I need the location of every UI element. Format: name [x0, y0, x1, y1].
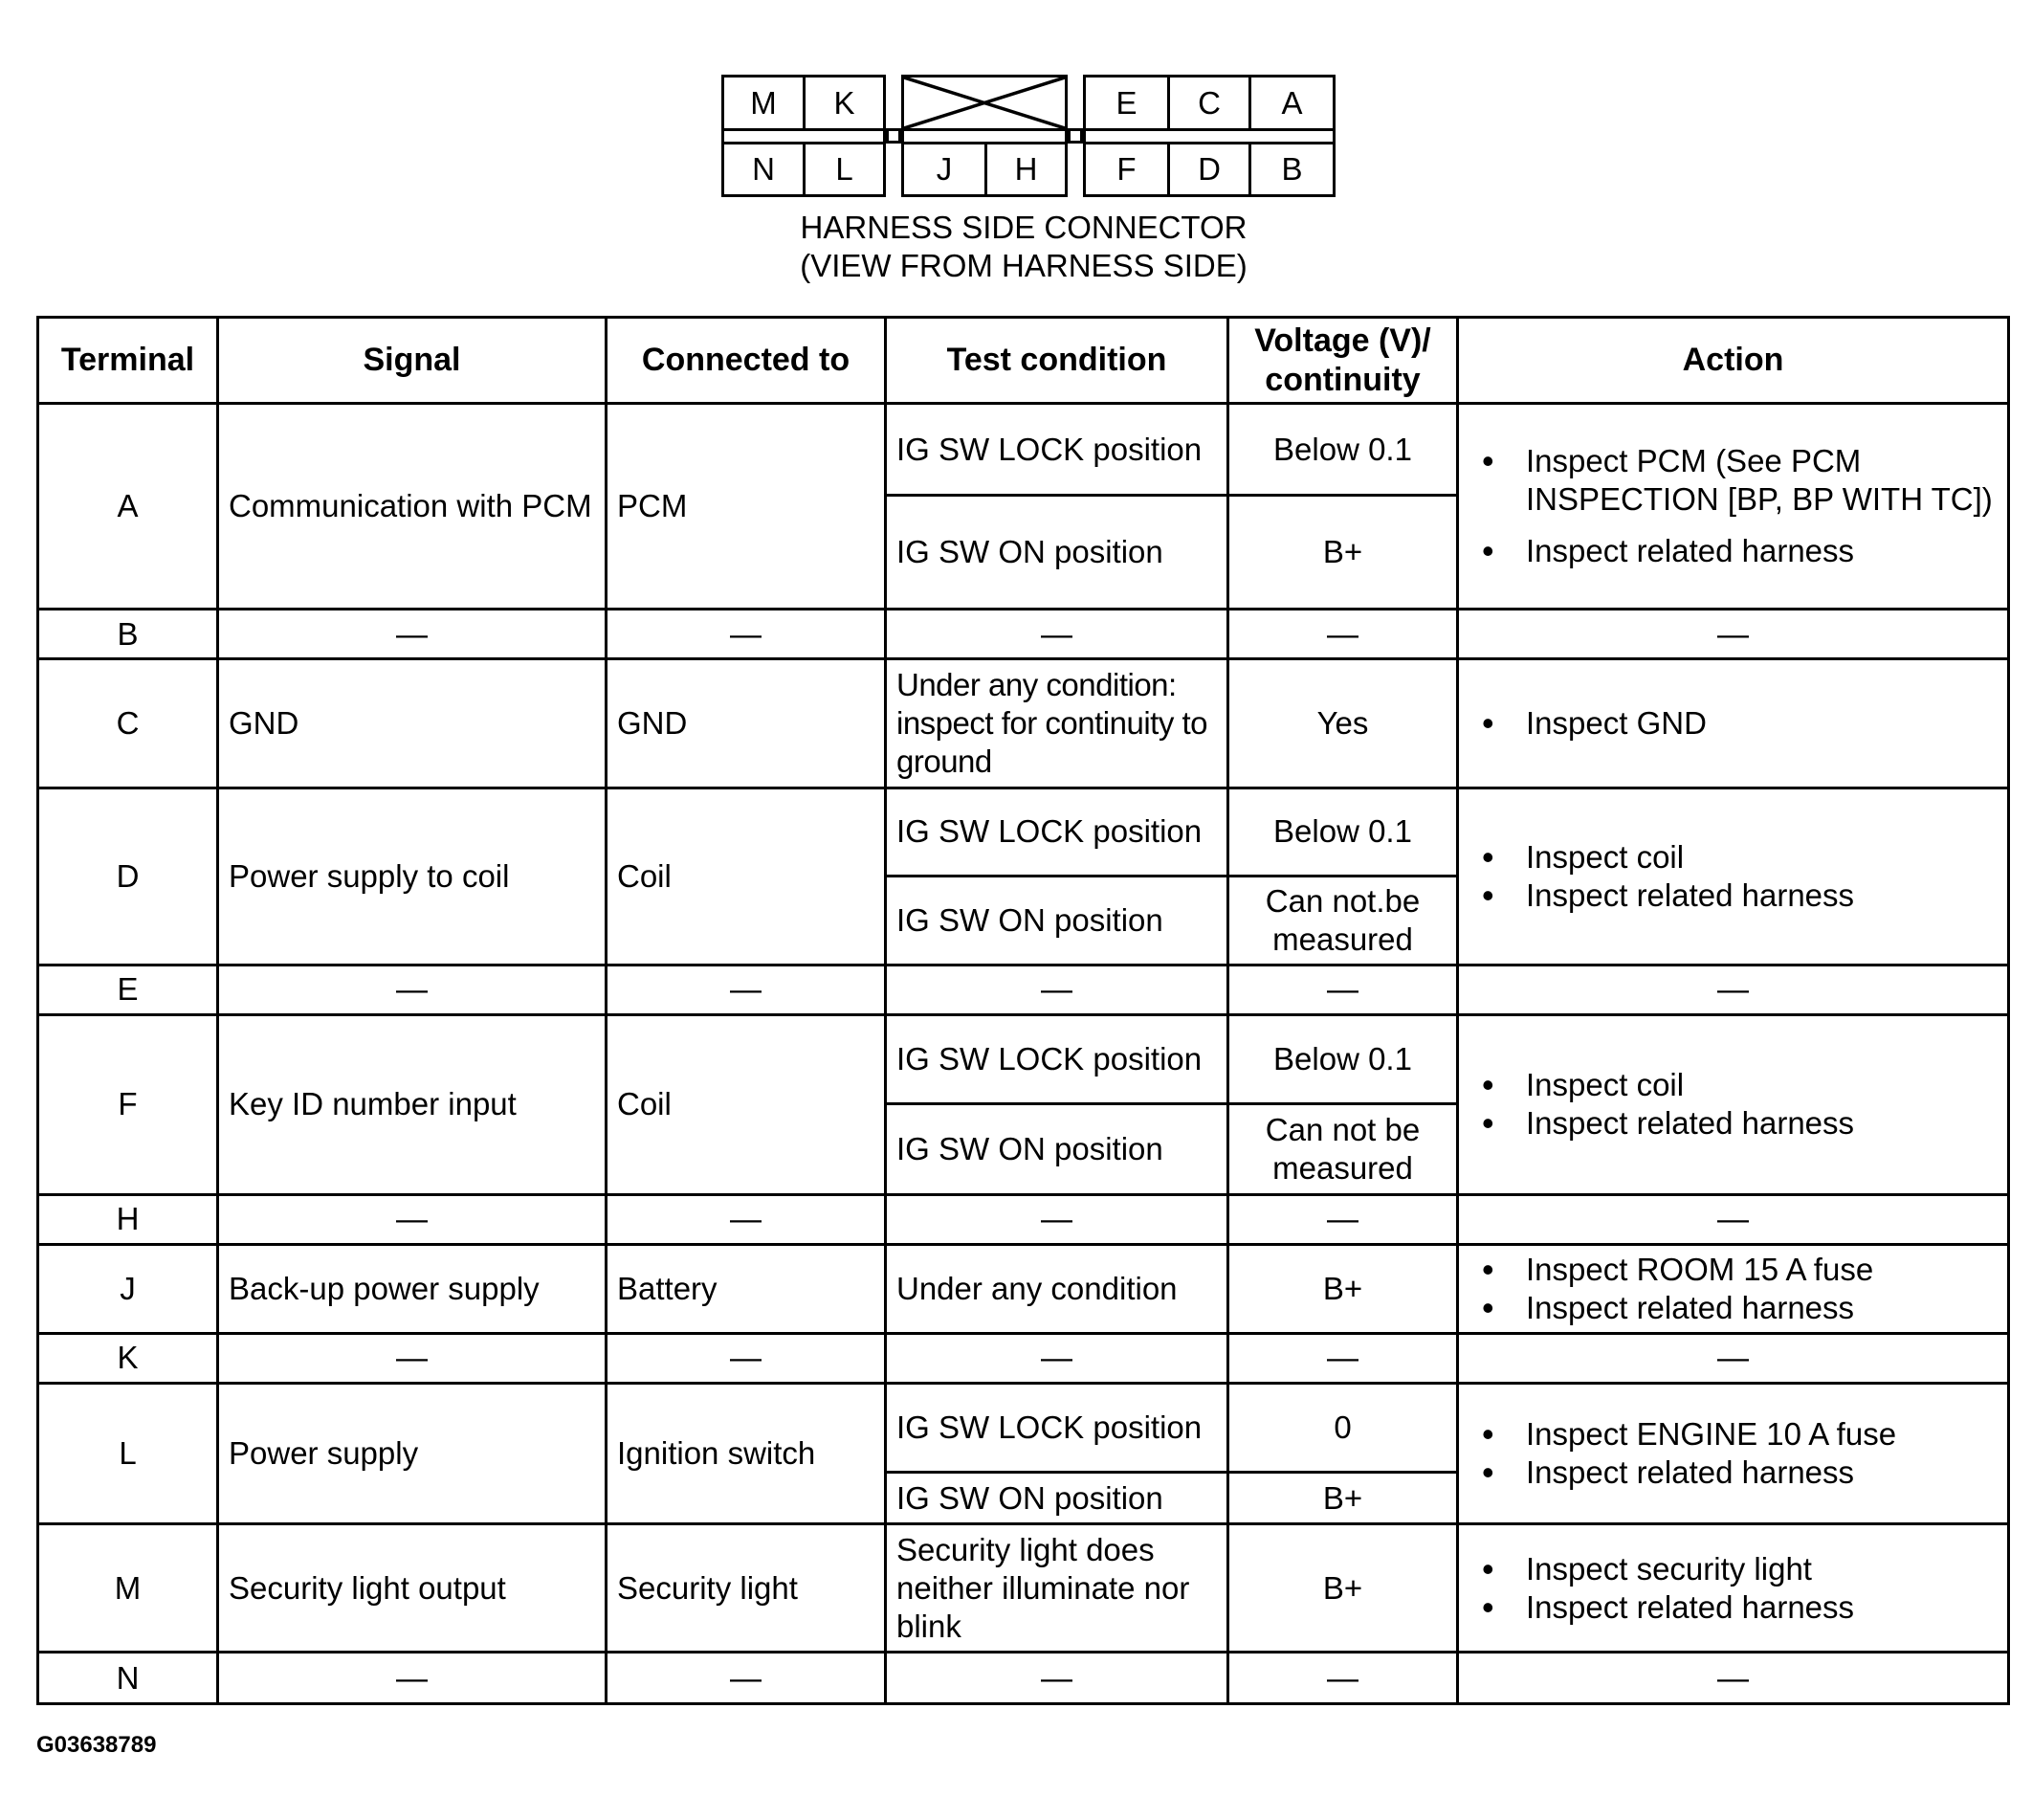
signal-cell: Security light output [218, 1524, 607, 1653]
test-condition-cell: IG SW ON position [886, 1104, 1228, 1194]
action-cell [1458, 659, 2009, 788]
table-row-d [38, 788, 2009, 876]
signal-cell: Communication with PCM [218, 404, 607, 610]
empty-cell: — [607, 1194, 886, 1244]
connected-to-cell: PCM [607, 404, 886, 610]
empty-cell: — [1458, 610, 2009, 659]
voltage-cell: Below 0.1 [1228, 404, 1458, 496]
action-item: • Inspect GND [1478, 704, 1998, 743]
terminal-cell: K [38, 1333, 218, 1383]
empty-cell: — [218, 965, 607, 1015]
empty-cell: — [886, 1333, 1228, 1383]
action-cell [1458, 788, 2009, 965]
empty-cell: — [886, 1653, 1228, 1704]
connected-to-cell: Coil [607, 788, 886, 965]
pin-b: B [1248, 142, 1336, 197]
table-row-e [38, 965, 2009, 1015]
action-cell [1458, 1524, 2009, 1653]
action-cell [1458, 404, 2009, 610]
table-row-n [38, 1653, 2009, 1704]
action-cell [1458, 1244, 2009, 1333]
terminal-cell: F [38, 1014, 218, 1194]
terminal-cell: D [38, 788, 218, 965]
signal-cell: GND [218, 659, 607, 788]
table-row-m [38, 1524, 2009, 1653]
test-condition-cell: Under any condition: inspect for continuity to ground [886, 659, 1228, 788]
terminal-cell: H [38, 1194, 218, 1244]
cross-out-icon [904, 78, 1065, 128]
empty-cell: — [886, 1194, 1228, 1244]
signal-cell: Power supply [218, 1383, 607, 1523]
table-header-row [38, 318, 2009, 404]
table-row-a [38, 404, 2009, 496]
empty-cell: — [1228, 610, 1458, 659]
voltage-cell: Below 0.1 [1228, 1014, 1458, 1103]
table-row-l [38, 1383, 2009, 1472]
voltage-cell: Can not be measured [1228, 1104, 1458, 1194]
terminal-cell: L [38, 1383, 218, 1523]
connected-to-cell: Battery [607, 1244, 886, 1333]
empty-cell: — [1458, 1653, 2009, 1704]
action-item: • Inspect related harness [1478, 532, 1998, 570]
empty-cell: — [1228, 1194, 1458, 1244]
voltage-cell: B+ [1228, 496, 1458, 610]
terminal-cell: B [38, 610, 218, 659]
voltage-cell: B+ [1228, 1473, 1458, 1524]
test-condition-cell: IG SW ON position [886, 496, 1228, 610]
pin-j: J [901, 142, 987, 197]
empty-cell: — [218, 610, 607, 659]
connector-link-left [886, 128, 901, 144]
harness-connector-diagram [708, 71, 1339, 199]
connector-caption-line1: HARNESS SIDE CONNECTOR [800, 210, 1248, 245]
empty-cell: — [607, 1653, 886, 1704]
pin-a: A [1248, 75, 1336, 131]
empty-cell: — [1458, 1194, 2009, 1244]
pin-m: M [721, 75, 806, 131]
connected-to-cell: Security light [607, 1524, 886, 1653]
terminal-cell: N [38, 1653, 218, 1704]
action-item: • Inspect ENGINE 10 A fuse [1478, 1415, 1998, 1454]
test-condition-cell: IG SW LOCK position [886, 404, 1228, 496]
pin-k: K [803, 75, 886, 131]
voltage-cell: 0 [1228, 1383, 1458, 1472]
table-row-j [38, 1244, 2009, 1333]
empty-cell: — [1228, 965, 1458, 1015]
test-condition-cell: IG SW LOCK position [886, 1383, 1228, 1472]
voltage-cell: Yes [1228, 659, 1458, 788]
table-row-b [38, 610, 2009, 659]
terminal-cell: C [38, 659, 218, 788]
empty-cell: — [886, 965, 1228, 1015]
header-terminal: Terminal [38, 318, 218, 404]
action-cell [1458, 1014, 2009, 1194]
voltage-cell: Can not.be measured [1228, 876, 1458, 965]
action-item: • Inspect related harness [1478, 877, 1998, 915]
connector-link-right [1068, 128, 1083, 144]
header-connected-to: Connected to [607, 318, 886, 404]
figure-id: G03638789 [36, 1732, 157, 1758]
table-row-h [38, 1194, 2009, 1244]
action-item: • Inspect related harness [1478, 1104, 1998, 1143]
signal-cell: Key ID number input [218, 1014, 607, 1194]
action-cell [1458, 1383, 2009, 1523]
action-item: • Inspect ROOM 15 A fuse [1478, 1251, 1998, 1289]
test-condition-cell: IG SW LOCK position [886, 788, 1228, 876]
header-action: Action [1458, 318, 2009, 404]
header-signal: Signal [218, 318, 607, 404]
test-condition-cell: IG SW LOCK position [886, 1014, 1228, 1103]
blanked-cavity [901, 75, 1068, 131]
pin-e: E [1083, 75, 1170, 131]
empty-cell: — [886, 610, 1228, 659]
table-row-c [38, 659, 2009, 788]
table-row-f [38, 1014, 2009, 1103]
terminal-cell: A [38, 404, 218, 610]
voltage-cell: B+ [1228, 1524, 1458, 1653]
empty-cell: — [607, 610, 886, 659]
signal-cell: Back-up power supply [218, 1244, 607, 1333]
terminal-cell: E [38, 965, 218, 1015]
action-item: • Inspect related harness [1478, 1588, 1998, 1627]
pin-l: L [803, 142, 886, 197]
action-item: • Inspect PCM (See PCM INSPECTION [BP, BP WITH TC]) [1478, 442, 1998, 519]
empty-cell: — [218, 1194, 607, 1244]
action-item: • Inspect coil [1478, 1066, 1998, 1104]
connector-caption [708, 209, 1339, 285]
empty-cell: — [218, 1653, 607, 1704]
test-condition-cell: IG SW ON position [886, 1473, 1228, 1524]
connected-to-cell: Coil [607, 1014, 886, 1194]
pin-d: D [1167, 142, 1251, 197]
empty-cell: — [607, 965, 886, 1015]
action-item: • Inspect security light [1478, 1550, 1998, 1588]
connected-to-cell: Ignition switch [607, 1383, 886, 1523]
header-test-condition: Test condition [886, 318, 1228, 404]
signal-cell: Power supply to coil [218, 788, 607, 965]
test-condition-cell: Security light does neither illuminate nor blink [886, 1524, 1228, 1653]
pin-n: N [721, 142, 806, 197]
test-condition-cell: Under any condition [886, 1244, 1228, 1333]
connected-to-cell: GND [607, 659, 886, 788]
pin-c: C [1167, 75, 1251, 131]
action-item: • Inspect related harness [1478, 1289, 1998, 1327]
voltage-cell: B+ [1228, 1244, 1458, 1333]
terminal-cell: J [38, 1244, 218, 1333]
pin-h: H [984, 142, 1068, 197]
empty-cell: — [1228, 1333, 1458, 1383]
action-item: • Inspect related harness [1478, 1454, 1998, 1492]
empty-cell: — [1458, 965, 2009, 1015]
empty-cell: — [1228, 1653, 1458, 1704]
terminal-inspection-table [36, 316, 2010, 1705]
header-voltage-line2: continuity [1265, 361, 1421, 398]
table-row-k [38, 1333, 2009, 1383]
pin-f: F [1083, 142, 1170, 197]
header-voltage-line1: Voltage (V)/ [1254, 322, 1431, 359]
empty-cell: — [1458, 1333, 2009, 1383]
empty-cell: — [218, 1333, 607, 1383]
action-item: • Inspect coil [1478, 838, 1998, 877]
terminal-cell: M [38, 1524, 218, 1653]
test-condition-cell: IG SW ON position [886, 876, 1228, 965]
voltage-cell: Below 0.1 [1228, 788, 1458, 876]
connector-caption-line2: (VIEW FROM HARNESS SIDE) [800, 248, 1248, 283]
empty-cell: — [607, 1333, 886, 1383]
header-voltage [1228, 318, 1458, 404]
